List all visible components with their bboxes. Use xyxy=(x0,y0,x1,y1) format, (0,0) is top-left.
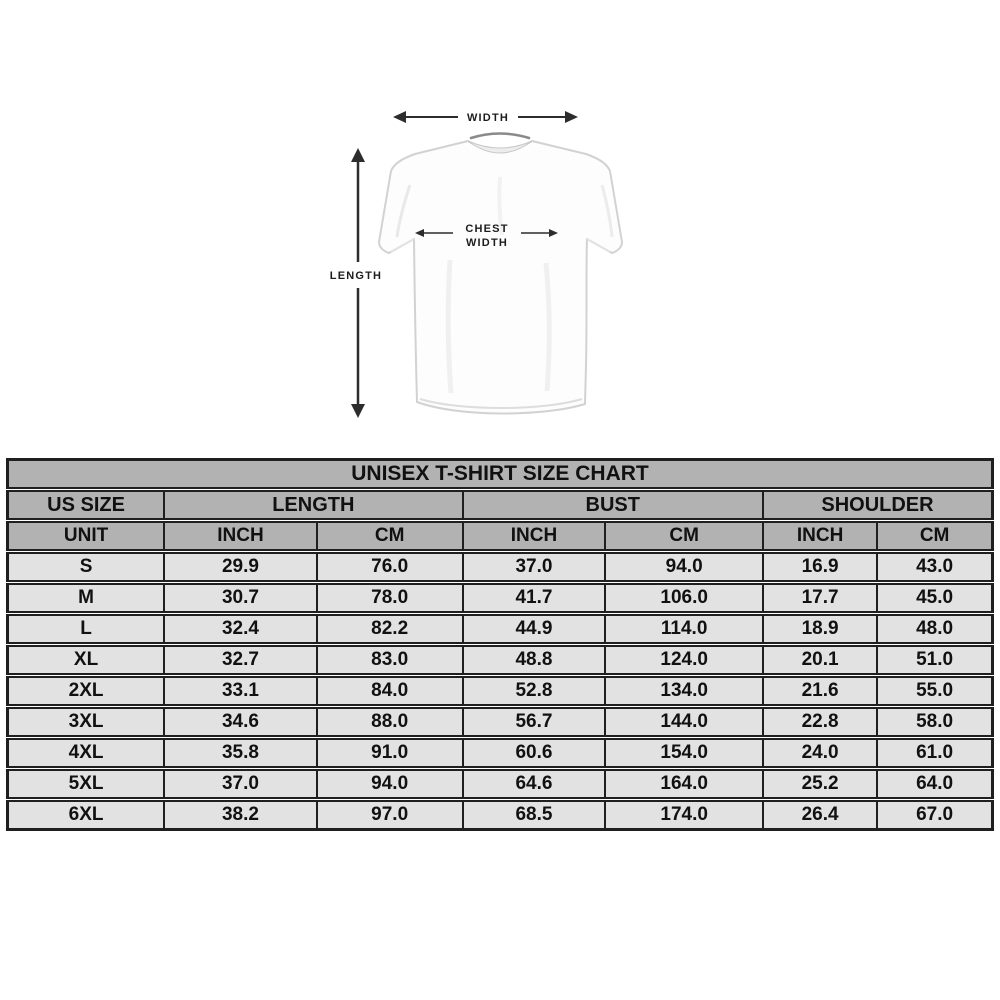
measurement-cell: 21.6 xyxy=(763,676,877,707)
measurement-cell: 124.0 xyxy=(605,645,763,676)
measurement-cell: 83.0 xyxy=(317,645,463,676)
measurement-cell: 58.0 xyxy=(877,707,992,738)
measurement-cell: 64.6 xyxy=(463,769,606,800)
table-title: UNISEX T-SHIRT SIZE CHART xyxy=(8,460,993,490)
measurement-cell: 30.7 xyxy=(164,583,317,614)
measurement-cell: 20.1 xyxy=(763,645,877,676)
table-row-3xl xyxy=(8,707,993,738)
width-label: WIDTH xyxy=(466,112,510,124)
size-label-cell: XL xyxy=(8,645,165,676)
measurement-cell: 25.2 xyxy=(763,769,877,800)
size-label-cell: 3XL xyxy=(8,707,165,738)
size-chart-table-wrap xyxy=(6,458,994,831)
size-label-cell: M xyxy=(8,583,165,614)
measurement-cell: 64.0 xyxy=(877,769,992,800)
unit-header-cell: INCH xyxy=(463,521,606,552)
measurement-cell: 76.0 xyxy=(317,552,463,583)
measurement-cell: 51.0 xyxy=(877,645,992,676)
measurement-cell: 43.0 xyxy=(877,552,992,583)
measurement-cell: 32.4 xyxy=(164,614,317,645)
column-group-bust: BUST xyxy=(463,490,763,521)
measurement-cell: 154.0 xyxy=(605,738,763,769)
measurement-cell: 68.5 xyxy=(463,800,606,830)
unit-header-row xyxy=(8,521,993,552)
column-group-us-size: US SIZE xyxy=(8,490,165,521)
measurement-cell: 35.8 xyxy=(164,738,317,769)
table-title-row xyxy=(8,460,993,490)
measurement-cell: 22.8 xyxy=(763,707,877,738)
size-chart-table xyxy=(6,458,994,831)
measurement-cell: 37.0 xyxy=(164,769,317,800)
measurement-cell: 34.6 xyxy=(164,707,317,738)
size-label-cell: S xyxy=(8,552,165,583)
measurement-cell: 174.0 xyxy=(605,800,763,830)
width-arrow xyxy=(393,111,578,124)
length-label: LENGTH xyxy=(329,270,383,282)
measurement-cell: 45.0 xyxy=(877,583,992,614)
table-row-m xyxy=(8,583,993,614)
measurement-cell: 106.0 xyxy=(605,583,763,614)
unit-header-cell: CM xyxy=(317,521,463,552)
chest-width-label-line2: WIDTH xyxy=(465,237,509,249)
measurement-cell: 29.9 xyxy=(164,552,317,583)
size-label-cell: 2XL xyxy=(8,676,165,707)
unit-header-cell: INCH xyxy=(763,521,877,552)
measurement-cell: 88.0 xyxy=(317,707,463,738)
measurement-cell: 48.8 xyxy=(463,645,606,676)
size-label-cell: 6XL xyxy=(8,800,165,830)
measurement-cell: 41.7 xyxy=(463,583,606,614)
measurement-cell: 17.7 xyxy=(763,583,877,614)
collar-back-line xyxy=(471,134,529,139)
column-group-shoulder: SHOULDER xyxy=(763,490,993,521)
measurement-cell: 33.1 xyxy=(164,676,317,707)
column-group-length: LENGTH xyxy=(164,490,462,521)
table-row-6xl xyxy=(8,800,993,830)
size-label-cell: 4XL xyxy=(8,738,165,769)
measurement-cell: 38.2 xyxy=(164,800,317,830)
unit-header-cell: CM xyxy=(605,521,763,552)
measurement-cell: 52.8 xyxy=(463,676,606,707)
measurement-cell: 94.0 xyxy=(605,552,763,583)
measurement-cell: 60.6 xyxy=(463,738,606,769)
column-group-row xyxy=(8,490,993,521)
measurement-cell: 44.9 xyxy=(463,614,606,645)
measurement-cell: 144.0 xyxy=(605,707,763,738)
size-label-cell: 5XL xyxy=(8,769,165,800)
measurement-cell: 16.9 xyxy=(763,552,877,583)
measurement-cell: 78.0 xyxy=(317,583,463,614)
measurement-cell: 94.0 xyxy=(317,769,463,800)
table-row-2xl xyxy=(8,676,993,707)
table-row-4xl xyxy=(8,738,993,769)
table-row-xl xyxy=(8,645,993,676)
measurement-cell: 67.0 xyxy=(877,800,992,830)
tshirt-shape xyxy=(379,134,622,414)
measurement-cell: 55.0 xyxy=(877,676,992,707)
measurement-cell: 56.7 xyxy=(463,707,606,738)
table-row-5xl xyxy=(8,769,993,800)
table-row-l xyxy=(8,614,993,645)
measurement-cell: 32.7 xyxy=(164,645,317,676)
measurement-cell: 84.0 xyxy=(317,676,463,707)
measurement-cell: 24.0 xyxy=(763,738,877,769)
size-label-cell: L xyxy=(8,614,165,645)
unit-header-cell: UNIT xyxy=(8,521,165,552)
measurement-cell: 134.0 xyxy=(605,676,763,707)
tshirt-illustration xyxy=(150,85,850,445)
measurement-cell: 164.0 xyxy=(605,769,763,800)
measurement-cell: 18.9 xyxy=(763,614,877,645)
unit-header-cell: INCH xyxy=(164,521,317,552)
measurement-cell: 37.0 xyxy=(463,552,606,583)
length-arrow xyxy=(330,148,382,418)
measurement-cell: 48.0 xyxy=(877,614,992,645)
measurement-cell: 91.0 xyxy=(317,738,463,769)
measurement-cell: 26.4 xyxy=(763,800,877,830)
table-row-s xyxy=(8,552,993,583)
chest-width-label-line1: CHEST xyxy=(465,223,509,235)
measurement-cell: 97.0 xyxy=(317,800,463,830)
tshirt-measurement-figure xyxy=(0,0,1000,458)
measurement-cell: 82.2 xyxy=(317,614,463,645)
measurement-cell: 114.0 xyxy=(605,614,763,645)
measurement-cell: 61.0 xyxy=(877,738,992,769)
unit-header-cell: CM xyxy=(877,521,992,552)
